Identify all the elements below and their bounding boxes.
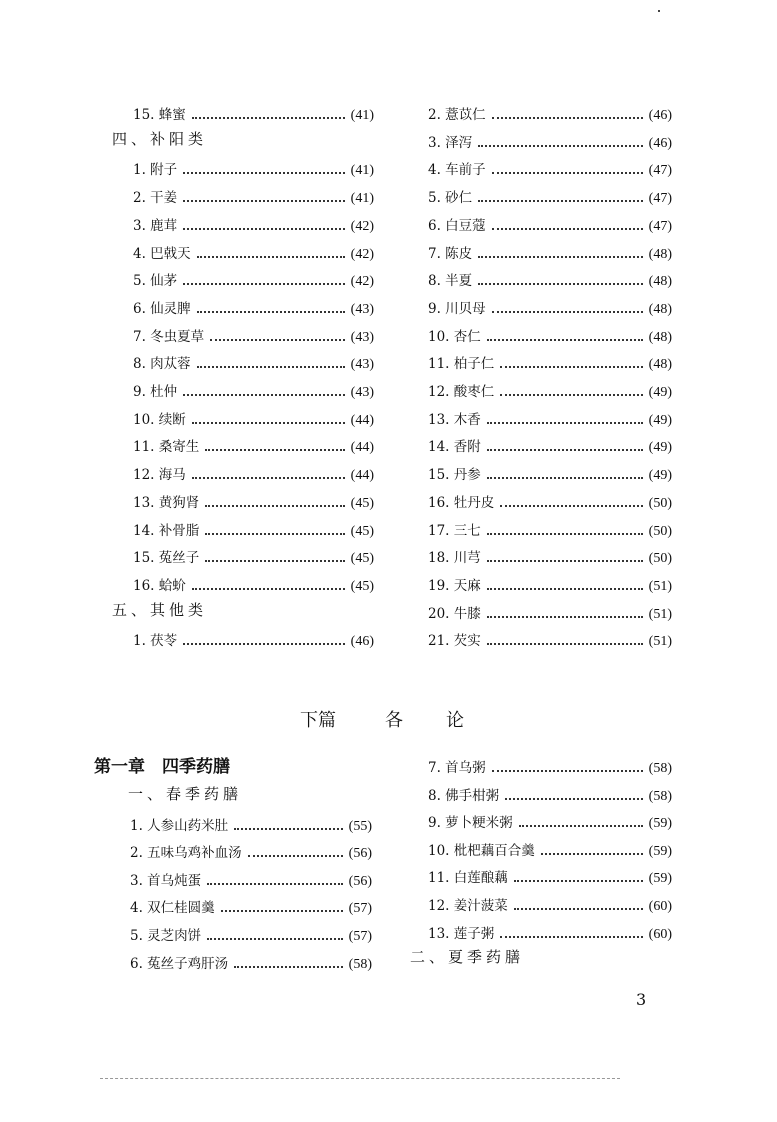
toc-entry-page: (48) <box>648 274 672 290</box>
toc-entry-page: (42) <box>350 246 374 262</box>
toc-entry-label: 15. 蜂蜜 <box>133 107 186 123</box>
toc-entry[interactable] <box>428 839 672 859</box>
leader-dots <box>192 477 345 479</box>
toc-entry[interactable] <box>133 435 374 455</box>
toc-entry-label: 5. 砂仁 <box>428 190 473 207</box>
toc-entry-page: (48) <box>648 246 672 262</box>
toc-entry-label: 15. 丹参 <box>428 467 481 484</box>
toc-entry-label: 4. 巴戟天 <box>133 245 191 262</box>
toc-entry-page: (47) <box>648 163 672 179</box>
toc-entry-label: 1. 人参山药米肚 <box>130 817 229 834</box>
toc-entry-page: (49) <box>648 412 672 428</box>
chapter-title: 第一章 四季药膳 <box>94 757 230 777</box>
toc-entry-label: 3. 首乌炖蛋 <box>130 872 202 889</box>
toc-entry-page: (42) <box>350 218 374 234</box>
toc-entry[interactable] <box>130 896 372 916</box>
toc-entry-label: 2. 干姜 <box>133 190 178 207</box>
leader-dots <box>183 643 345 645</box>
toc-entry-label: 10. 枇杷藕百合羹 <box>428 842 535 859</box>
leader-dots <box>207 938 343 940</box>
toc-entry-label: 13. 黄狗肾 <box>133 494 200 511</box>
toc-entry-page: (45) <box>350 523 374 539</box>
part-title-1: 下篇 <box>300 710 336 731</box>
toc-entry-label: 1. 附子 <box>133 162 178 179</box>
toc-entry-label: 6. 仙灵脾 <box>133 300 191 317</box>
toc-entry-label: 14. 香附 <box>428 439 481 456</box>
toc-entry[interactable] <box>133 297 374 317</box>
toc-entry-label: 8. 半夏 <box>428 273 473 290</box>
toc-entry[interactable] <box>428 519 672 539</box>
toc-entry[interactable] <box>130 924 372 944</box>
leader-dots <box>192 117 345 119</box>
toc-entry[interactable] <box>428 546 672 566</box>
toc-entry-label: 14. 补骨脂 <box>133 522 200 539</box>
toc-entry-page: (45) <box>350 578 374 594</box>
toc-entry[interactable] <box>133 629 374 649</box>
toc-entry[interactable] <box>428 158 672 178</box>
leader-dots <box>478 256 643 258</box>
toc-section-heading: 二、夏季药膳 <box>410 948 525 967</box>
toc-entry-label: 16. 牡丹皮 <box>428 494 495 511</box>
toc-entry[interactable] <box>428 380 672 400</box>
leader-dots <box>500 366 642 368</box>
toc-entry[interactable] <box>428 269 672 289</box>
toc-entry-label: 4. 双仁桂圆羹 <box>130 900 215 917</box>
toc-entry-page: (48) <box>648 329 672 345</box>
part-title-3: 论 <box>446 710 464 731</box>
toc-entry-page: (44) <box>350 412 374 428</box>
toc-entry-page: (46) <box>350 634 374 650</box>
toc-entry[interactable] <box>133 408 374 428</box>
leader-dots <box>197 366 345 368</box>
toc-entry[interactable] <box>428 103 672 123</box>
toc-entry-label: 20. 牛膝 <box>428 605 481 622</box>
toc-entry[interactable] <box>428 629 672 649</box>
toc-entry-page: (59) <box>648 843 672 859</box>
toc-entry-label: 9. 川贝母 <box>428 300 486 317</box>
leader-dots <box>221 910 343 912</box>
toc-entry[interactable] <box>428 811 672 831</box>
leader-dots <box>500 936 642 938</box>
toc-entry[interactable] <box>428 866 672 886</box>
leader-dots <box>248 855 343 857</box>
toc-entry-label: 7. 陈皮 <box>428 245 473 262</box>
toc-entry[interactable] <box>428 297 672 317</box>
toc-entry-label: 2. 五味乌鸡补血汤 <box>130 845 242 862</box>
toc-entry-page: (46) <box>648 135 672 151</box>
leader-dots <box>514 908 643 910</box>
leader-dots <box>205 560 344 562</box>
scan-speck <box>658 10 660 12</box>
toc-entry-label: 3. 鹿茸 <box>133 217 178 234</box>
toc-entry-page: (43) <box>350 357 374 373</box>
toc-entry-page: (45) <box>350 495 374 511</box>
toc-entry-page: (42) <box>350 274 374 290</box>
toc-entry[interactable] <box>130 869 372 889</box>
toc-entry-label: 11. 柏子仁 <box>428 356 495 373</box>
toc-entry-page: (43) <box>350 385 374 400</box>
toc-entry-page: (58) <box>348 956 372 972</box>
toc-entry[interactable] <box>133 519 374 539</box>
toc-entry-page: (49) <box>648 468 672 484</box>
toc-entry[interactable] <box>133 214 374 234</box>
toc-entry-label: 2. 薏苡仁 <box>428 107 486 123</box>
leader-dots <box>492 770 643 772</box>
leader-dots <box>192 588 345 590</box>
toc-entry-page: (58) <box>648 788 672 804</box>
leader-dots <box>478 200 643 202</box>
toc-entry[interactable] <box>133 325 374 345</box>
toc-entry-page: (57) <box>348 929 372 944</box>
toc-entry[interactable] <box>428 186 672 206</box>
toc-entry-label: 1. 茯苓 <box>133 633 178 650</box>
toc-entry-page: (44) <box>350 468 374 484</box>
toc-entry[interactable] <box>428 574 672 594</box>
leader-dots <box>183 283 345 285</box>
toc-entry-page: (50) <box>648 523 672 539</box>
toc-entry-page: (41) <box>350 163 374 179</box>
leader-dots <box>197 256 345 258</box>
toc-entry-label: 7. 首乌粥 <box>428 760 486 776</box>
toc-entry-label: 5. 仙茅 <box>133 273 178 290</box>
leader-dots <box>514 880 643 882</box>
toc-entry-label: 12. 酸枣仁 <box>428 384 495 400</box>
toc-entry[interactable] <box>133 491 374 511</box>
toc-entry-page: (41) <box>350 191 374 207</box>
toc-entry[interactable] <box>130 841 372 861</box>
toc-entry-page: (48) <box>648 301 672 317</box>
toc-entry-page: (48) <box>648 357 672 373</box>
toc-entry-label: 11. 白莲酿藕 <box>428 870 508 887</box>
toc-section-heading: 五、其他类 <box>112 600 208 619</box>
toc-entry[interactable] <box>428 352 672 372</box>
toc-entry-page: (45) <box>350 551 374 567</box>
toc-entry[interactable] <box>133 463 374 483</box>
leader-dots <box>183 172 345 174</box>
toc-entry-page: (51) <box>648 606 672 622</box>
toc-entry-label: 21. 芡实 <box>428 633 481 650</box>
toc-entry[interactable] <box>428 756 672 776</box>
toc-entry[interactable] <box>130 952 372 972</box>
toc-entry-label: 10. 续断 <box>133 411 186 428</box>
toc-entry-label: 11. 桑寄生 <box>133 439 200 456</box>
toc-entry-page: (60) <box>648 926 672 942</box>
toc-entry-page: (50) <box>648 551 672 567</box>
toc-entry-label: 10. 杏仁 <box>428 328 481 345</box>
toc-entry-page: (47) <box>648 218 672 234</box>
toc-entry[interactable] <box>133 546 374 566</box>
leader-dots <box>487 422 643 424</box>
toc-section-heading: 一、春季药膳 <box>128 785 243 803</box>
toc-entry[interactable] <box>428 894 672 914</box>
toc-section-heading: 四、补阳类 <box>112 129 208 148</box>
toc-entry-label: 17. 三七 <box>428 522 481 539</box>
leader-dots <box>487 449 643 451</box>
leader-dots <box>487 560 643 562</box>
toc-entry[interactable] <box>428 214 672 234</box>
toc-entry[interactable] <box>130 814 372 834</box>
toc-entry-page: (50) <box>648 495 672 511</box>
toc-entry-label: 13. 莲子粥 <box>428 925 495 942</box>
toc-entry-page: (43) <box>350 301 374 317</box>
toc-entry-page: (43) <box>350 329 374 345</box>
toc-entry[interactable] <box>133 574 374 594</box>
leader-dots <box>205 505 344 507</box>
toc-entry-page: (49) <box>648 385 672 400</box>
leader-dots <box>541 853 643 855</box>
toc-entry[interactable] <box>428 922 672 942</box>
toc-entry-label: 5. 灵芝肉饼 <box>130 928 202 944</box>
toc-entry-page: (56) <box>348 846 372 862</box>
toc-entry[interactable] <box>133 352 374 372</box>
leader-dots <box>183 200 345 202</box>
leader-dots <box>234 966 343 968</box>
toc-entry[interactable] <box>133 158 374 178</box>
toc-entry[interactable] <box>428 602 672 622</box>
leader-dots <box>492 228 643 230</box>
leader-dots <box>500 394 642 396</box>
toc-entry-page: (56) <box>348 873 372 889</box>
toc-entry-page: (59) <box>648 871 672 887</box>
toc-entry-label: 7. 冬虫夏草 <box>133 328 205 345</box>
leader-dots <box>492 311 643 313</box>
toc-entry[interactable] <box>133 186 374 206</box>
toc-entry[interactable] <box>133 103 374 123</box>
toc-entry-page: (55) <box>348 818 372 834</box>
leader-dots <box>487 533 643 535</box>
toc-entry-page: (46) <box>648 108 672 123</box>
toc-entry-label: 12. 姜汁菠菜 <box>428 898 508 914</box>
toc-entry-label: 8. 佛手柑粥 <box>428 787 500 804</box>
toc-entry-page: (58) <box>648 761 672 776</box>
toc-entry-page: (47) <box>648 191 672 207</box>
toc-entry[interactable] <box>133 380 374 400</box>
toc-entry-label: 3. 泽泻 <box>428 134 473 151</box>
toc-entry-label: 4. 车前子 <box>428 162 486 179</box>
toc-entry-label: 9. 杜仲 <box>133 384 178 400</box>
toc-entry[interactable] <box>428 463 672 483</box>
leader-dots <box>197 311 345 313</box>
toc-entry[interactable] <box>428 408 672 428</box>
leader-dots <box>478 283 643 285</box>
leader-dots <box>492 117 643 119</box>
leader-dots <box>207 883 343 885</box>
leader-dots <box>487 477 643 479</box>
toc-entry-label: 13. 木香 <box>428 411 481 428</box>
toc-entry[interactable] <box>133 242 374 262</box>
leader-dots <box>183 228 345 230</box>
toc-entry-page: (41) <box>350 108 374 123</box>
toc-entry-page: (49) <box>648 440 672 456</box>
toc-entry[interactable] <box>428 435 672 455</box>
toc-entry-page: (51) <box>648 578 672 594</box>
leader-dots <box>183 394 345 396</box>
leader-dots <box>478 145 643 147</box>
toc-entry[interactable] <box>428 784 672 804</box>
toc-entry[interactable] <box>428 325 672 345</box>
toc-entry-page: (60) <box>648 899 672 914</box>
toc-entry-label: 19. 天麻 <box>428 577 481 594</box>
leader-dots <box>210 339 345 341</box>
toc-entry-label: 15. 菟丝子 <box>133 550 200 567</box>
leader-dots <box>487 339 643 341</box>
scan-artifact-line <box>100 1078 620 1080</box>
leader-dots <box>519 825 643 827</box>
toc-entry-label: 6. 菟丝子鸡肝汤 <box>130 955 229 972</box>
toc-entry[interactable] <box>133 269 374 289</box>
toc-entry-label: 8. 肉苁蓉 <box>133 356 191 373</box>
toc-entry[interactable] <box>428 491 672 511</box>
leader-dots <box>505 798 643 800</box>
toc-entry-page: (57) <box>348 901 372 917</box>
leader-dots <box>492 172 643 174</box>
leader-dots <box>205 449 344 451</box>
toc-entry-label: 18. 川芎 <box>428 550 481 567</box>
toc-entry-label: 9. 萝卜粳米粥 <box>428 815 513 832</box>
toc-entry[interactable] <box>428 242 672 262</box>
leader-dots <box>234 828 343 830</box>
leader-dots <box>192 422 345 424</box>
leader-dots <box>205 533 344 535</box>
toc-entry[interactable] <box>428 131 672 151</box>
leader-dots <box>487 643 643 645</box>
toc-entry-page: (59) <box>648 816 672 832</box>
part-title-2: 各 <box>385 710 403 731</box>
page-number: 3 <box>636 990 647 1009</box>
leader-dots <box>487 588 643 590</box>
toc-entry-label: 12. 海马 <box>133 467 186 484</box>
toc-entry-label: 6. 白豆蔻 <box>428 217 486 234</box>
toc-entry-page: (44) <box>350 440 374 456</box>
leader-dots <box>487 616 643 618</box>
toc-entry-label: 16. 蛤蚧 <box>133 577 186 594</box>
toc-entry-page: (51) <box>648 634 672 650</box>
leader-dots <box>500 505 642 507</box>
